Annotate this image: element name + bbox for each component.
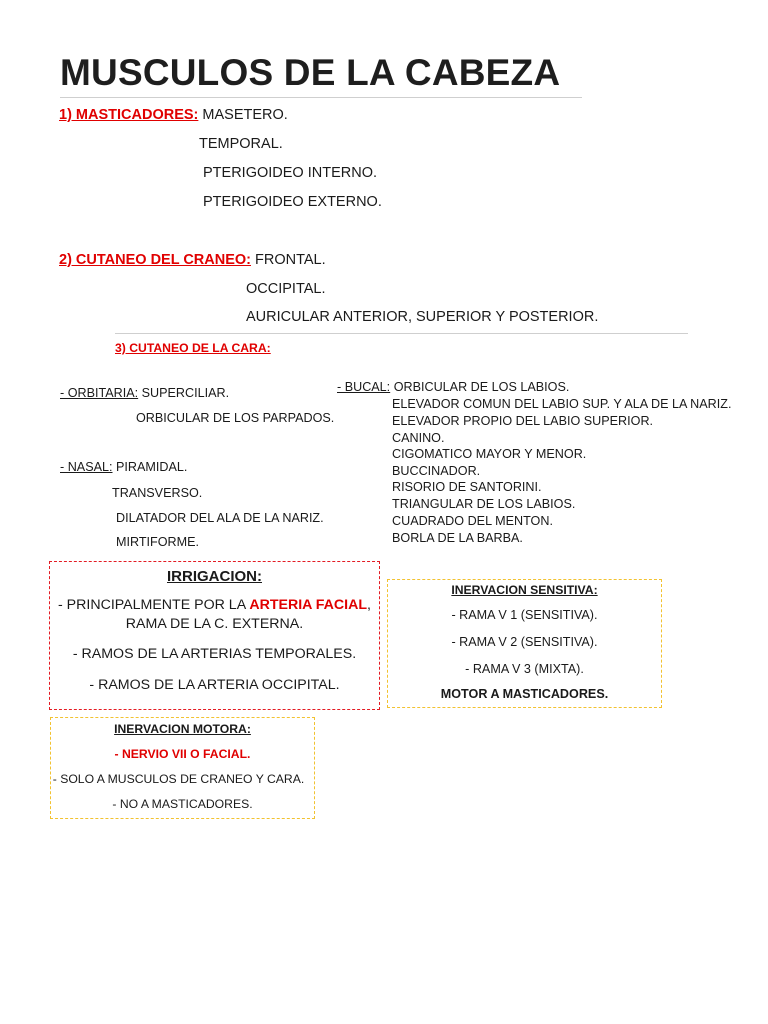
bucal-item: ORBICULAR DE LOS LABIOS. bbox=[393, 380, 570, 394]
nasal-item: PIRAMIDAL. bbox=[116, 460, 188, 474]
irrigacion-line-1-post: , bbox=[367, 597, 371, 613]
inervacion-sensitiva-title: INERVACION SENSITIVA: bbox=[451, 583, 598, 597]
motor-masticadores-text: MOTOR A MASTICADORES. bbox=[440, 687, 609, 701]
craneo-item: OCCIPITAL. bbox=[246, 281, 326, 297]
craneo-item: AURICULAR ANTERIOR, SUPERIOR Y POSTERIOR. bbox=[246, 309, 599, 325]
nervio-facial-highlight: - NERVIO VII O FACIAL. bbox=[114, 747, 251, 761]
bucal-item: ELEVADOR COMUN DEL LABIO SUP. Y ALA DE LA NARIZ. bbox=[392, 397, 732, 411]
orbitaria-label: - ORBITARIA: bbox=[60, 386, 139, 400]
inervacion-sensitiva-item: - RAMA V 3 (MIXTA). bbox=[465, 662, 584, 676]
irrigacion-line-4: - RAMOS DE LA ARTERIA OCCIPITAL. bbox=[89, 677, 340, 693]
orbitaria-item: ORBICULAR DE LOS PARPADOS. bbox=[136, 411, 335, 425]
inervacion-sensitiva-item: - RAMA V 2 (SENSITIVA). bbox=[451, 635, 598, 649]
nasal-item: MIRTIFORME. bbox=[116, 535, 200, 549]
masticadores-item: MASETERO. bbox=[202, 107, 288, 123]
inervacion-sensitiva-item: - RAMA V 1 (SENSITIVA). bbox=[451, 608, 598, 622]
irrigacion-line-2: RAMA DE LA C. EXTERNA. bbox=[125, 616, 304, 632]
inervacion-sensitiva-box bbox=[387, 579, 662, 708]
bucal-item: RISORIO DE SANTORINI. bbox=[392, 480, 542, 494]
bucal-label: - BUCAL: bbox=[337, 380, 391, 394]
section-masticadores-label: 1) MASTICADORES: bbox=[59, 107, 199, 123]
irrigacion-line-1 bbox=[44, 597, 385, 613]
inervacion-motora-item: - SOLO A MUSCULOS DE CRANEO Y CARA. bbox=[52, 772, 305, 786]
page-title: MUSCULOS DE LA CABEZA bbox=[60, 52, 561, 93]
inervacion-motora-item: - NO A MASTICADORES. bbox=[112, 797, 253, 811]
section-cutaneo-craneo bbox=[59, 252, 326, 268]
irrigacion-box bbox=[49, 561, 380, 710]
nasal-item: TRANSVERSO. bbox=[112, 486, 203, 500]
irrigacion-title: IRRIGACION: bbox=[167, 568, 262, 585]
section-divider bbox=[115, 333, 688, 334]
bucal-item: BUCCINADOR. bbox=[392, 464, 481, 478]
section-masticadores bbox=[59, 107, 288, 123]
bucal-item: CIGOMATICO MAYOR Y MENOR. bbox=[392, 447, 587, 461]
craneo-item: FRONTAL. bbox=[255, 252, 326, 268]
nasal-item: DILATADOR DEL ALA DE LA NARIZ. bbox=[116, 511, 324, 525]
irrigacion-line-3: - RAMOS DE LA ARTERIAS TEMPORALES. bbox=[72, 646, 357, 662]
section-cutaneo-cara-label: 3) CUTANEO DE LA CARA: bbox=[115, 341, 271, 355]
bucal-item: BORLA DE LA BARBA. bbox=[392, 531, 523, 545]
bucal-item: CUADRADO DEL MENTON. bbox=[392, 514, 553, 528]
nasal-label: - NASAL: bbox=[60, 460, 113, 474]
orbitaria-group bbox=[60, 386, 229, 400]
section-cutaneo-craneo-label: 2) CUTANEO DEL CRANEO: bbox=[59, 252, 251, 268]
bucal-item: ELEVADOR PROPIO DEL LABIO SUPERIOR. bbox=[392, 414, 654, 428]
inervacion-motora-title: INERVACION MOTORA: bbox=[114, 722, 251, 736]
bucal-group bbox=[337, 380, 569, 394]
title-divider bbox=[60, 97, 582, 98]
inervacion-motora-box bbox=[50, 717, 315, 819]
nasal-group bbox=[60, 460, 187, 474]
arteria-facial-highlight: ARTERIA FACIAL bbox=[249, 597, 368, 613]
bucal-item: CANINO. bbox=[392, 431, 445, 445]
masticadores-item: PTERIGOIDEO EXTERNO. bbox=[203, 194, 382, 210]
irrigacion-line-1-text: - PRINCIPALMENTE POR LA bbox=[58, 597, 250, 613]
orbitaria-item: SUPERCILIAR. bbox=[141, 386, 230, 400]
masticadores-item: TEMPORAL. bbox=[199, 136, 283, 152]
masticadores-item: PTERIGOIDEO INTERNO. bbox=[203, 165, 378, 181]
bucal-item: TRIANGULAR DE LOS LABIOS. bbox=[392, 497, 576, 511]
